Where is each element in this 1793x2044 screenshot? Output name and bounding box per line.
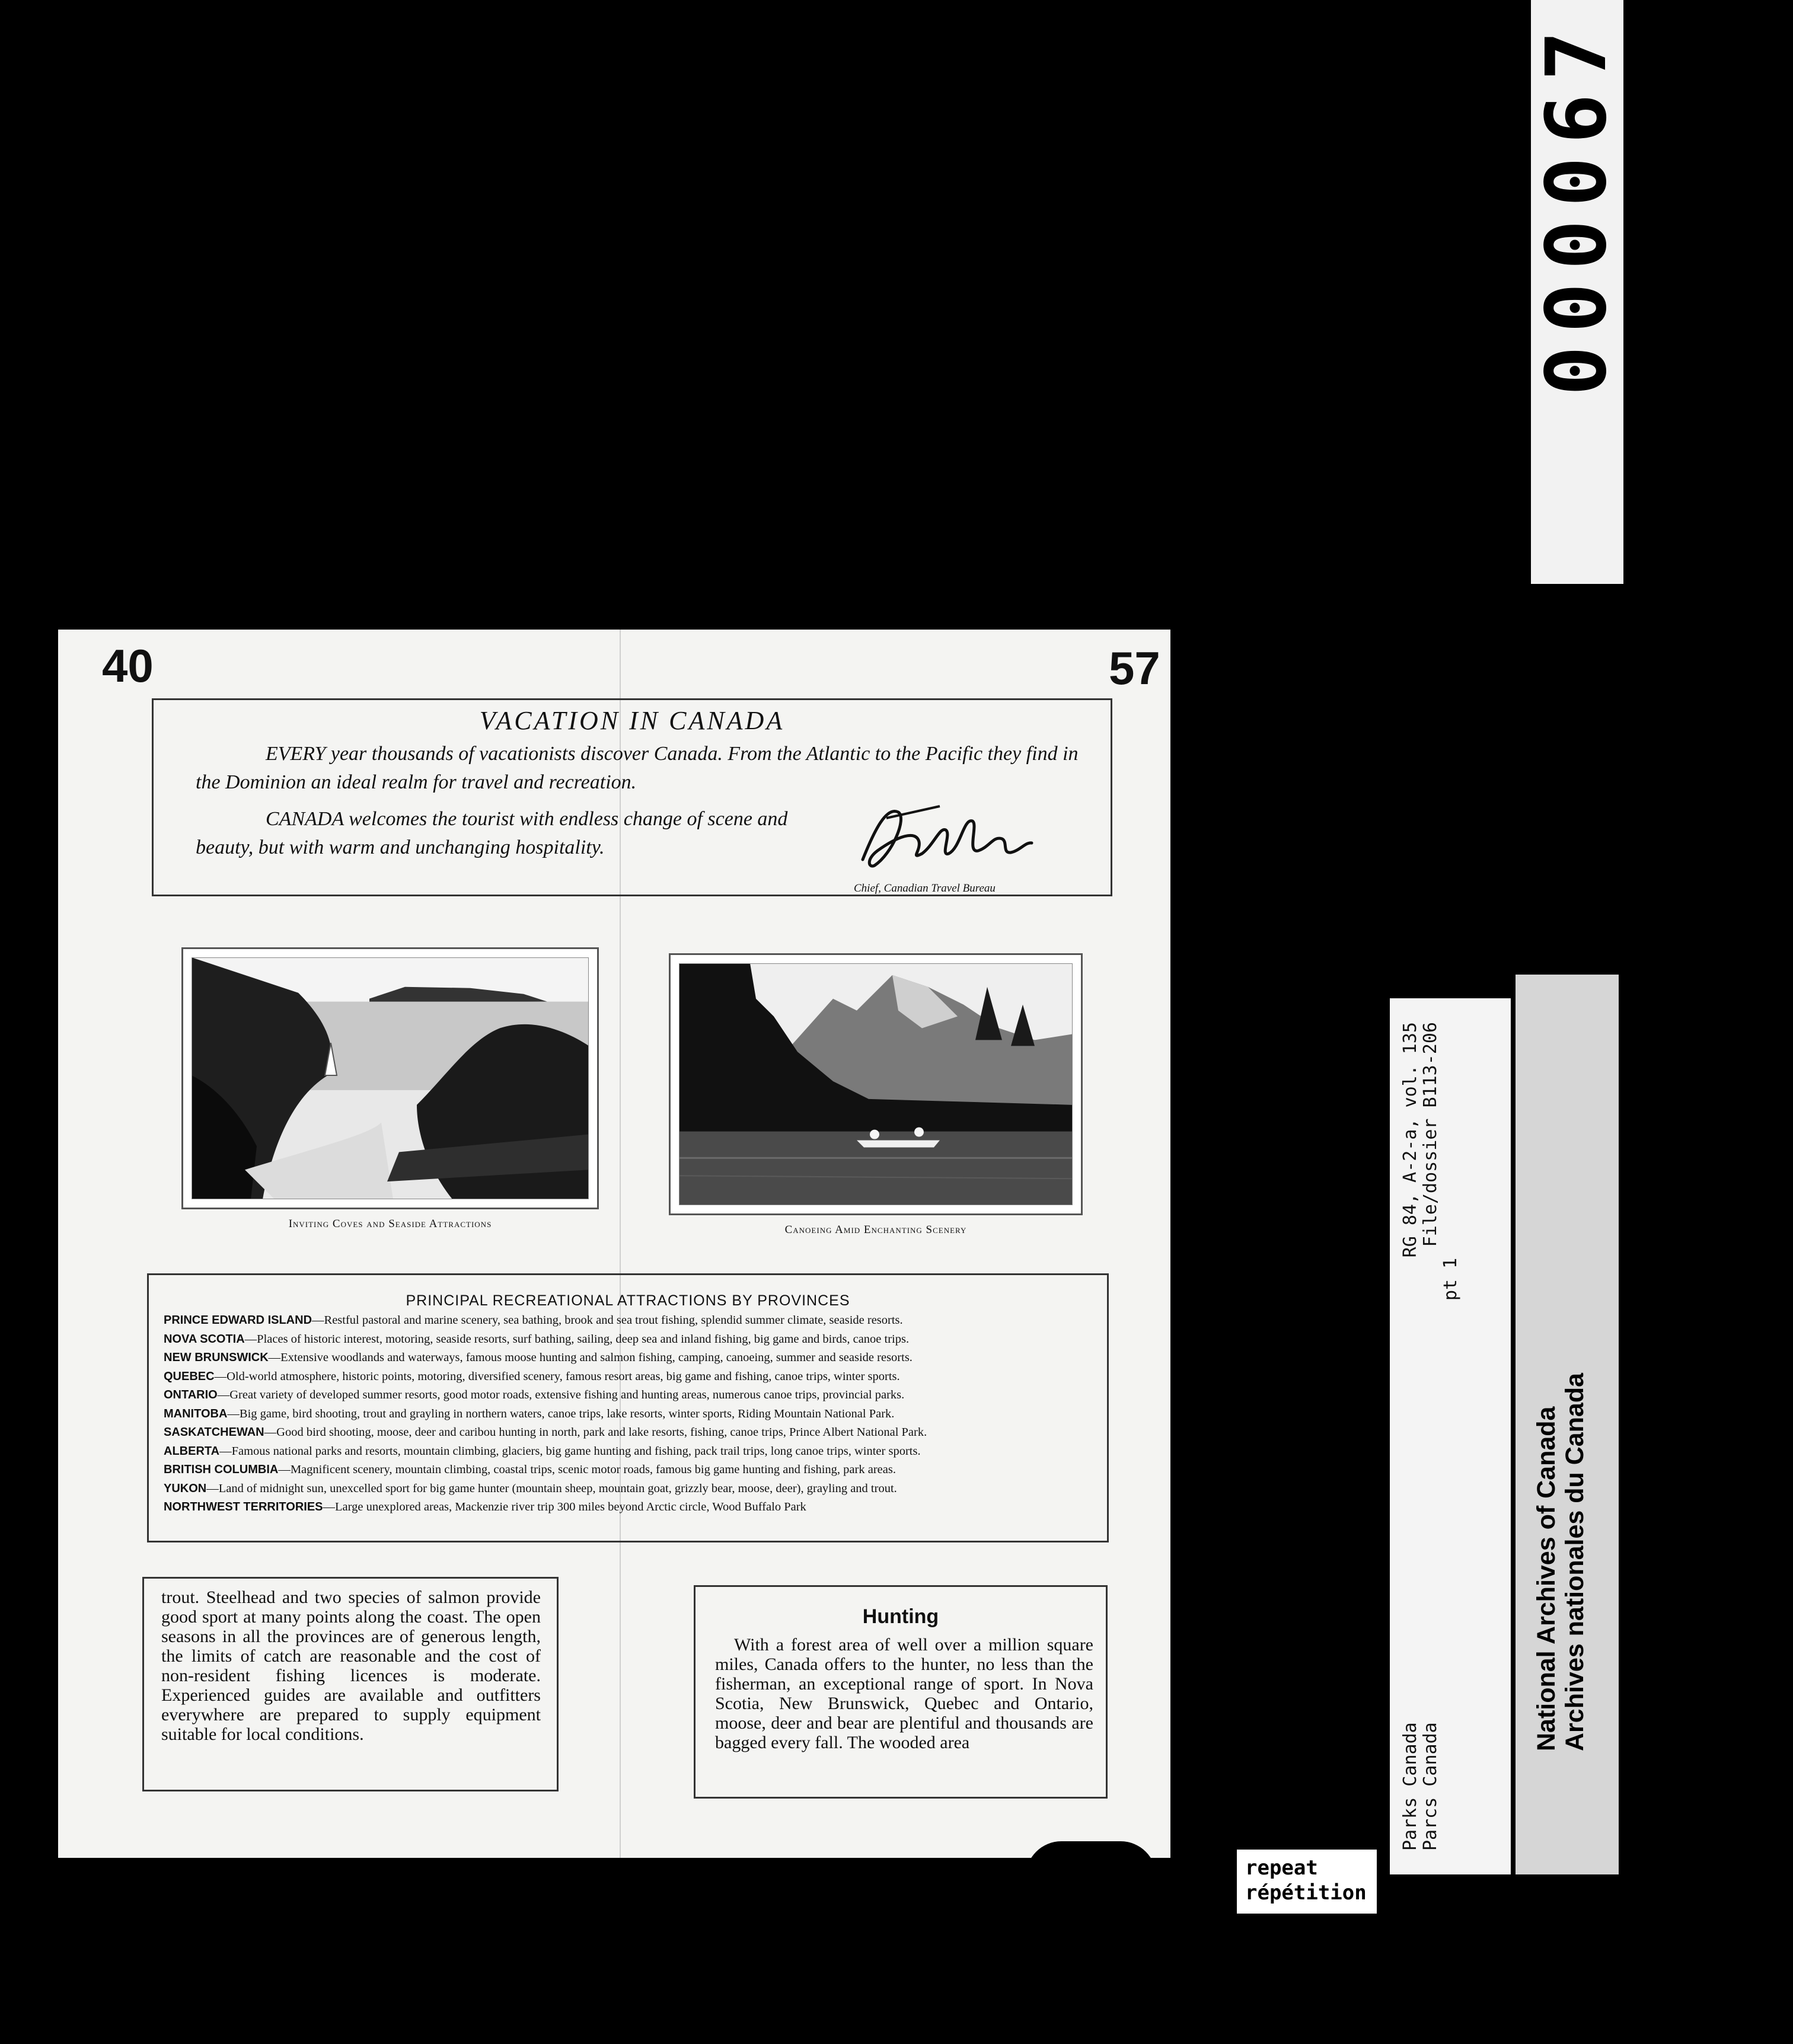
province-name: QUEBEC	[164, 1369, 215, 1383]
province-name: SASKATCHEWAN	[164, 1426, 264, 1439]
list-item	[164, 1423, 1100, 1442]
list-item	[164, 1349, 1100, 1368]
repeat-label-en: repeat	[1245, 1856, 1318, 1880]
province-description: —Great variety of developed summer resorts, good motor roads, extensive fishing and hunting areas, numerous canoe trips, provincial parks.	[217, 1388, 905, 1401]
handwritten-signature	[851, 794, 1041, 877]
province-description: —Big game, bird shooting, trout and grayling in northern waters, canoe trips, lake resorts, winter sports, Riding Mountain National Park.	[227, 1407, 895, 1420]
canoeing-photo-caption: Canoeing Amid Enchanting Scenery	[784, 1224, 967, 1236]
seaside-photo-caption: Inviting Coves and Seaside Attractions	[288, 1218, 492, 1230]
province-description: —Magnificent scenery, mountain climbing, coastal trips, scenic motor roads, famous big game hunting and fishing, park areas.	[278, 1463, 896, 1476]
list-item	[164, 1368, 1100, 1387]
list-item	[164, 1405, 1100, 1424]
vacation-paragraph-2: CANADA welcomes the tourist with endless change of scene and beauty, but with warm and unchanging hospitality.	[196, 808, 788, 858]
province-name: YUKON	[164, 1481, 207, 1495]
province-description: —Large unexplored areas, Mackenzie river trip 300 miles beyond Arctic circle, Wood Buffalo Park	[323, 1500, 806, 1513]
seaside-cove-photo	[181, 947, 599, 1209]
repeat-label-fr: répétition	[1245, 1881, 1367, 1905]
attractions-list	[164, 1311, 1100, 1517]
archive-name-en: National Archives of Canada	[1532, 1406, 1561, 1751]
vacation-title: VACATION IN CANADA	[479, 706, 785, 735]
file-ref-line-2: File/dossier B113-206	[1420, 1022, 1441, 1247]
file-reference	[1390, 998, 1511, 1874]
archive-strip	[1516, 975, 1619, 1874]
frame-number: 000067	[1529, 18, 1625, 396]
page-number-left: 40	[102, 640, 154, 692]
file-agency-en: Parks Canada	[1400, 1722, 1421, 1851]
list-item	[164, 1480, 1100, 1499]
province-description: —Old-world atmosphere, historic points, motoring, diversified scenery, famous resort areas, big game and fishing, canoe trips, winter sports.	[214, 1369, 900, 1383]
province-name: MANITOBA	[164, 1407, 228, 1420]
province-name: NOVA SCOTIA	[164, 1332, 245, 1346]
file-ref-line-3: pt 1	[1440, 1257, 1461, 1301]
province-description: —Extensive woodlands and waterways, famous moose hunting and salmon fishing, camping, canoeing, summer and seaside resorts.	[268, 1351, 913, 1364]
file-ref-line-1: RG 84, A-2-a, vol. 135	[1400, 1022, 1421, 1258]
fishing-paragraph: trout. Steelhead and two species of salmon provide good sport at many points along the coast. The open seasons in all the provinces are of generous length, the limits of catch are reasonable and the cost of non-resident fishing licences is moderate. Experienced guides are available and outfitters everywhere are prepared to supply equipment suitable for local conditions.	[161, 1588, 541, 1744]
province-name: NEW BRUNSWICK	[164, 1351, 269, 1364]
province-name: ONTARIO	[164, 1388, 218, 1401]
attractions-title: PRINCIPAL RECREATIONAL ATTRACTIONS BY PROVINCES	[406, 1292, 850, 1309]
list-item	[164, 1386, 1100, 1405]
province-name: BRITISH COLUMBIA	[164, 1463, 279, 1476]
list-item	[164, 1461, 1100, 1480]
province-name: PRINCE EDWARD ISLAND	[164, 1314, 312, 1327]
repeat-label	[1237, 1850, 1377, 1914]
list-item	[164, 1330, 1100, 1349]
province-description: —Famous national parks and resorts, mountain climbing, glaciers, big game hunting and fishing, pack trail trips, long canoe trips, winter sports.	[219, 1444, 921, 1458]
file-reference-strip	[1390, 998, 1511, 1874]
vacation-paragraph-1: EVERY year thousands of vacationists discover Canada. From the Atlantic to the Pacific they find in the Dominion an ideal realm for travel and recreation.	[196, 743, 1079, 793]
file-ref-row-3	[1441, 1022, 1461, 1851]
list-item	[164, 1442, 1100, 1461]
file-ref-row-1	[1400, 1022, 1421, 1851]
archive-name	[1516, 975, 1619, 1874]
list-item	[164, 1498, 1100, 1517]
province-description: —Places of historic interest, motoring, seaside resorts, surf bathing, sailing, deep sea and inland fishing, big game and birds, canoe trips.	[244, 1332, 910, 1346]
hunting-heading: Hunting	[862, 1605, 939, 1628]
province-description: —Good bird shooting, moose, deer and caribou hunting in north, park and lake resorts, fishing, canoe trips, Prince Albert National Park.	[264, 1426, 927, 1439]
file-ref-row-2	[1421, 1022, 1441, 1851]
province-description: —Land of midnight sun, unexcelled sport for big game hunter (mountain sheep, mountain goat, grizzly bear, moose, deer), grayling and trout.	[206, 1481, 897, 1495]
page-edge-shadow	[1026, 1841, 1156, 1877]
archive-name-fr: Archives nationales du Canada	[1561, 1372, 1589, 1751]
province-description: —Restful pastoral and marine scenery, sea bathing, brook and sea trout fishing, splendid summer climate, seaside resorts.	[312, 1314, 903, 1327]
province-name: ALBERTA	[164, 1444, 220, 1458]
signature-caption: Chief, Canadian Travel Bureau	[854, 882, 996, 895]
frame-counter-strip	[1531, 0, 1623, 584]
file-agency-fr: Parcs Canada	[1420, 1722, 1441, 1851]
province-name: NORTHWEST TERRITORIES	[164, 1500, 323, 1513]
page-number-right: 57	[1109, 642, 1160, 694]
canoeing-photo	[669, 953, 1083, 1215]
list-item	[164, 1311, 1100, 1330]
hunting-paragraph: With a forest area of well over a million square miles, Canada offers to the hunter, no less than the fisherman, an exceptional range of sport. In Nova Scotia, New Brunswick, Quebec and Ontario, moose, deer and bear are plentiful and thousands are bagged every fall. The wooded area	[715, 1635, 1093, 1752]
